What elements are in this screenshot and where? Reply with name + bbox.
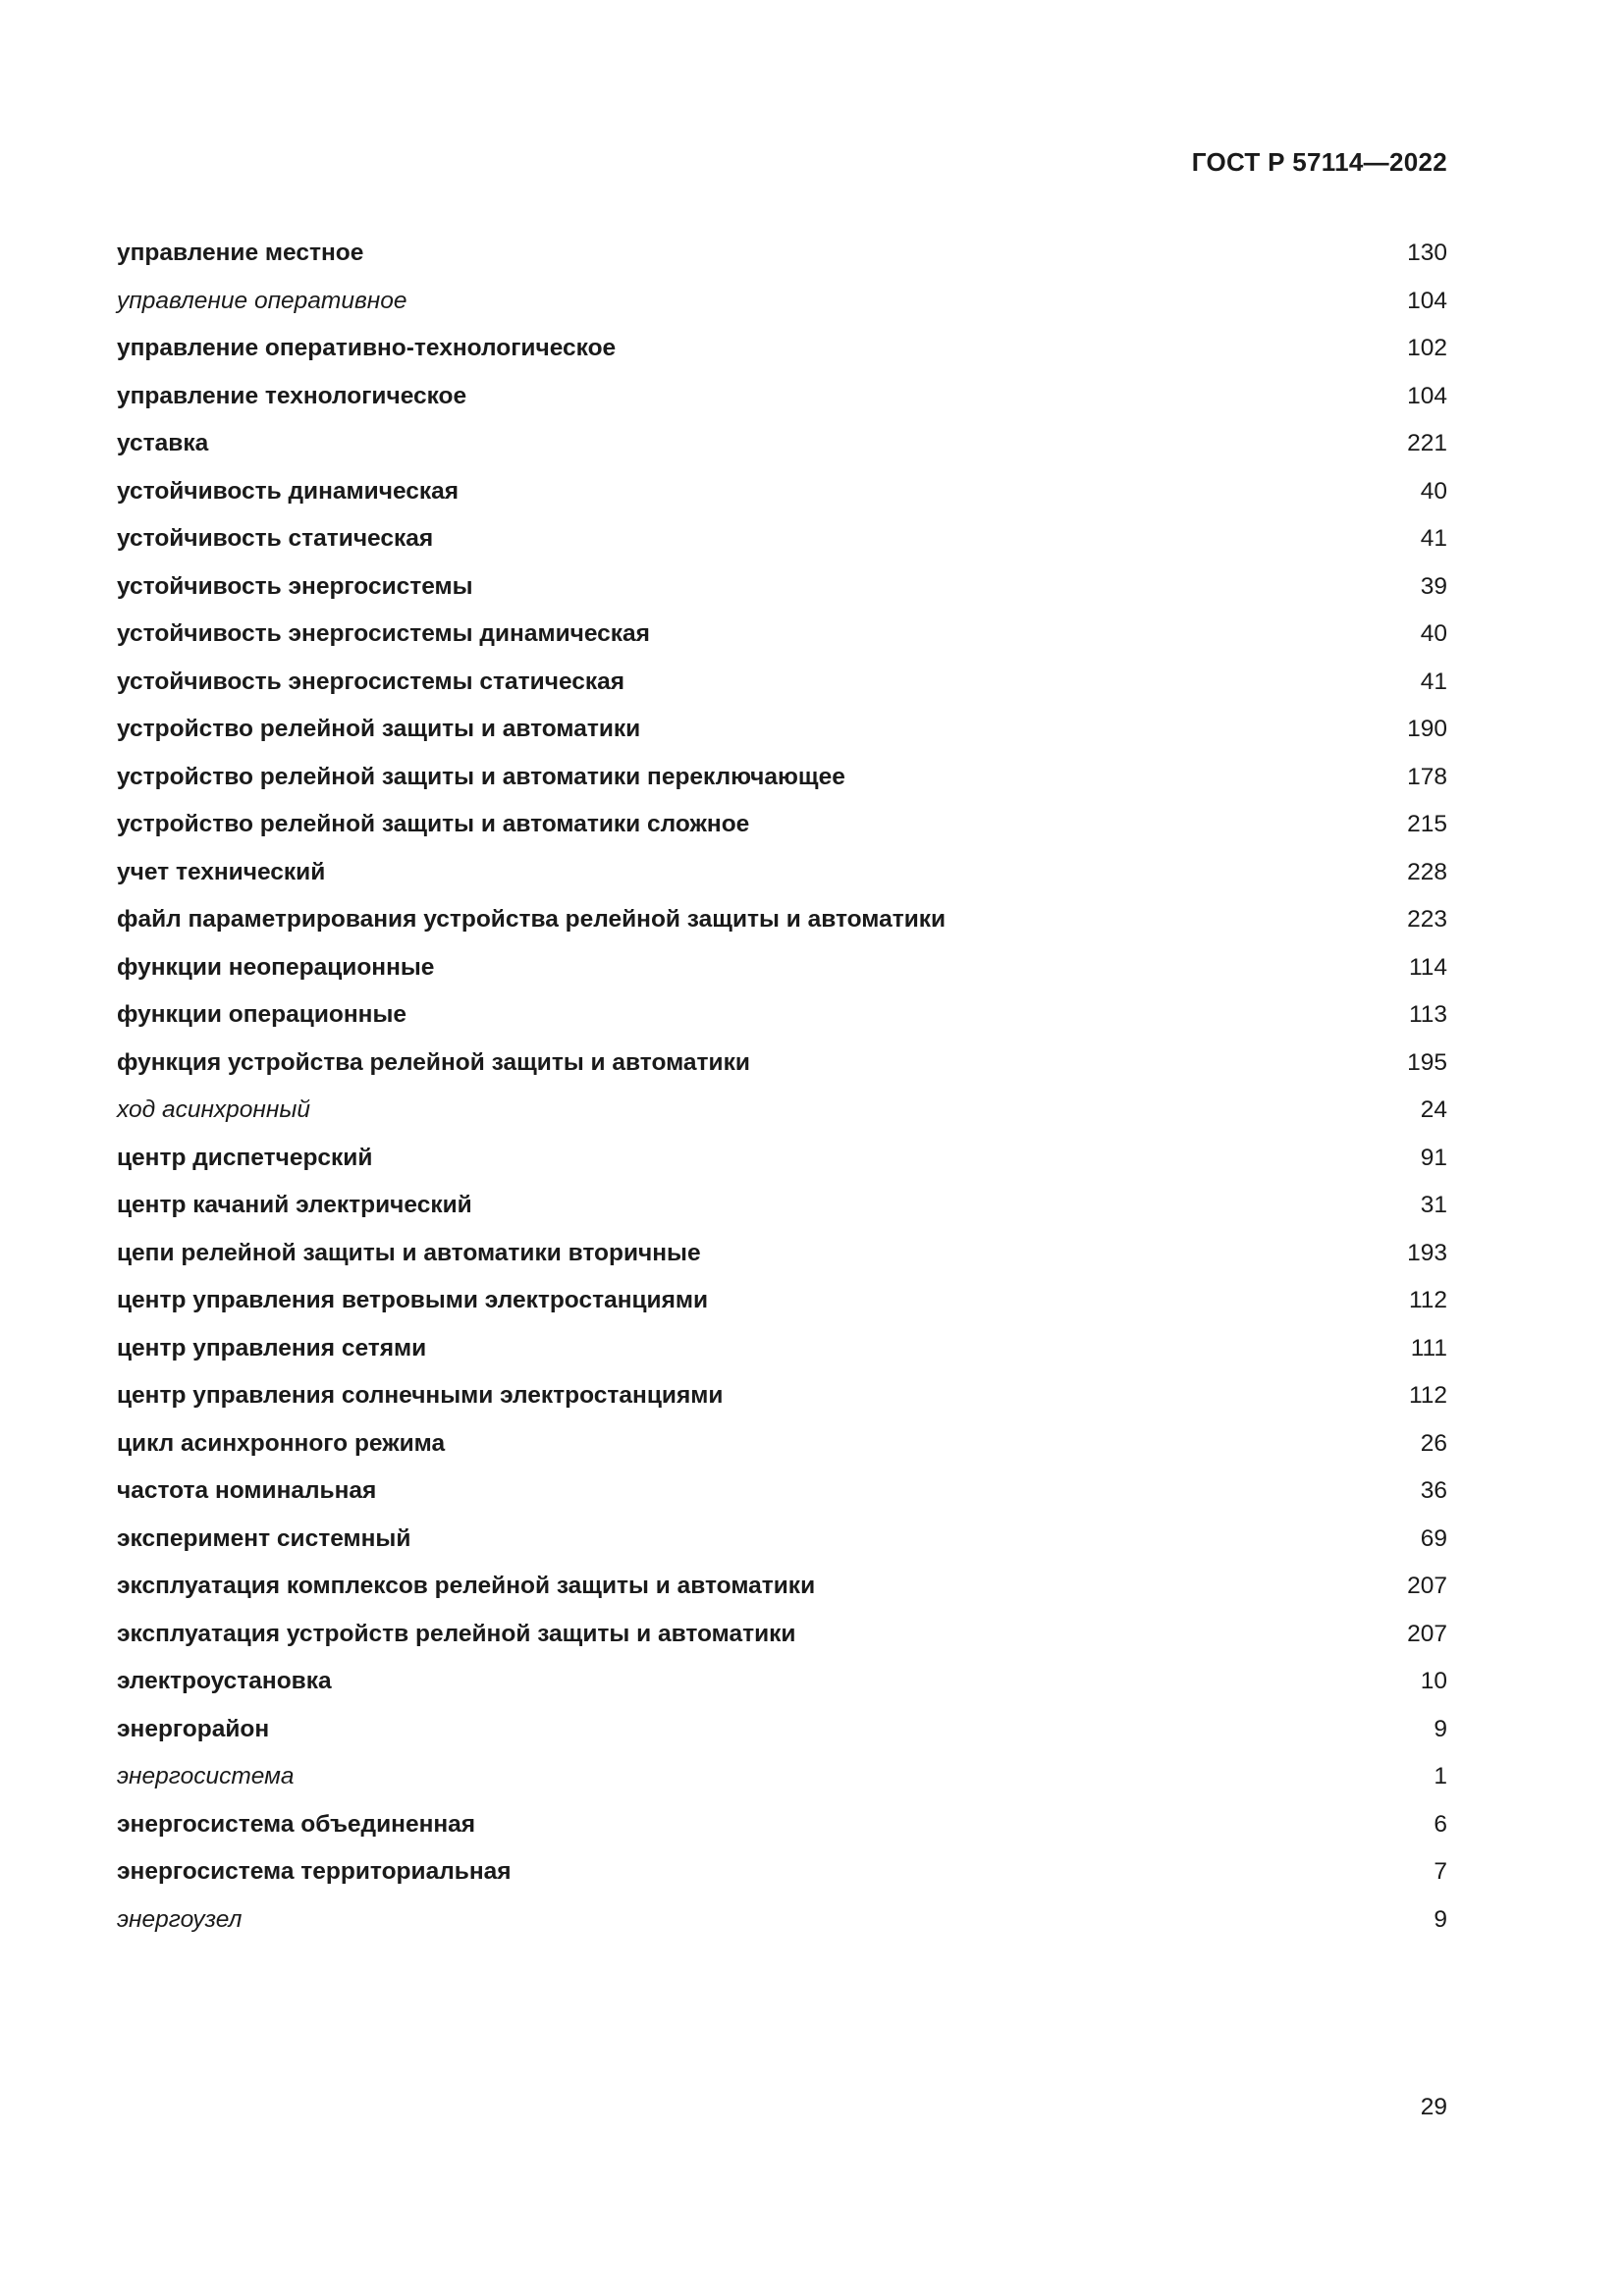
index-page-number: 223 (1407, 906, 1447, 933)
index-term: центр диспетчерский (117, 1144, 373, 1171)
index-page-number: 104 (1407, 382, 1447, 409)
index-entry (117, 811, 1447, 859)
index-term: центр управления ветровыми электростанциями (117, 1287, 709, 1313)
index-term: энергорайон (117, 1715, 270, 1742)
index-page-number: 9 (1434, 1715, 1447, 1742)
index-page-number: 40 (1420, 477, 1447, 505)
index-entry (117, 1668, 1447, 1716)
index-page-number: 41 (1420, 525, 1447, 552)
index-entry (117, 1192, 1447, 1240)
index-term: управление местное (117, 240, 364, 266)
index-term: частота номинальная (117, 1477, 377, 1504)
index-page-number: 207 (1407, 1620, 1447, 1647)
index-page-number: 69 (1420, 1524, 1447, 1552)
index-term: энергосистема (117, 1763, 295, 1789)
index-page-number: 9 (1434, 1905, 1447, 1933)
index-entry (117, 1049, 1447, 1097)
index-entry (117, 1477, 1447, 1525)
index-page-number: 102 (1407, 335, 1447, 361)
index-entry (117, 1906, 1447, 1954)
index-entry (117, 1335, 1447, 1383)
index-entry (117, 716, 1447, 764)
index-entry (117, 1811, 1447, 1859)
index-entry (117, 430, 1447, 478)
index-page-number: 228 (1407, 858, 1447, 885)
index-term: устойчивость энергосистемы статическая (117, 667, 625, 695)
index-entry (117, 1001, 1447, 1049)
index-term: устойчивость энергосистемы динамическая (117, 620, 650, 647)
index-page-number: 91 (1420, 1144, 1447, 1171)
index-term: функции неоперационные (117, 953, 435, 981)
index-page-number: 24 (1420, 1096, 1447, 1123)
index-term: эксперимент системный (117, 1524, 411, 1552)
index-page-number: 130 (1407, 240, 1447, 266)
index-entry (117, 1763, 1447, 1811)
index-entry (117, 478, 1447, 526)
index-page-number: 31 (1420, 1192, 1447, 1218)
index-term: эксплуатация комплексов релейной защиты и автоматики (117, 1573, 816, 1599)
index-page-number: 178 (1407, 763, 1447, 790)
index-page-number: 40 (1420, 620, 1447, 647)
index-page-number: 26 (1420, 1429, 1447, 1457)
index-entry (117, 1525, 1447, 1574)
index-term: устройство релейной защиты и автоматики переключающее (117, 763, 845, 790)
index-entry (117, 335, 1447, 383)
index-term: учет технический (117, 858, 326, 885)
index-page-number: 10 (1420, 1668, 1447, 1694)
index-entry (117, 620, 1447, 668)
index-term: функции операционные (117, 1001, 407, 1028)
index-term: энергоузел (117, 1905, 243, 1933)
page-number: 29 (1420, 2094, 1447, 2120)
index-page-number: 36 (1420, 1477, 1447, 1504)
index-entry (117, 764, 1447, 812)
index-term: эксплуатация устройств релейной защиты и автоматики (117, 1620, 796, 1647)
index-entry (117, 668, 1447, 717)
index-page-number: 39 (1420, 572, 1447, 600)
alphabetical-index (117, 240, 1447, 1953)
index-term: центр управления солнечными электростанциями (117, 1382, 724, 1409)
index-entry (117, 1287, 1447, 1335)
index-page-number: 6 (1434, 1810, 1447, 1838)
index-term: уставка (117, 430, 209, 456)
index-page-number: 190 (1407, 716, 1447, 742)
index-entry (117, 1430, 1447, 1478)
index-entry (117, 383, 1447, 431)
index-term: управление оперативное (117, 287, 407, 314)
index-entry (117, 859, 1447, 907)
index-page-number: 195 (1407, 1048, 1447, 1076)
index-page-number: 112 (1408, 1382, 1447, 1409)
index-entry (117, 1240, 1447, 1288)
index-page-number: 193 (1407, 1239, 1447, 1266)
index-term: файл параметрирования устройства релейной защиты и автоматики (117, 906, 947, 933)
index-page-number: 113 (1408, 1001, 1447, 1028)
index-page-number: 111 (1410, 1334, 1447, 1362)
index-term: устройство релейной защиты и автоматики (117, 716, 641, 742)
index-page-number: 112 (1408, 1287, 1447, 1313)
index-page-number: 215 (1407, 811, 1447, 837)
index-term: энергосистема объединенная (117, 1810, 476, 1838)
index-page-number: 104 (1407, 287, 1447, 314)
index-term: центр качаний электрический (117, 1192, 472, 1218)
index-term: центр управления сетями (117, 1334, 427, 1362)
index-entry (117, 1621, 1447, 1669)
index-term: цепи релейной защиты и автоматики вторичные (117, 1239, 701, 1266)
document-header: ГОСТ Р 57114—2022 (1191, 147, 1447, 177)
index-term: управление оперативно-технологическое (117, 335, 617, 361)
index-entry (117, 906, 1447, 954)
index-entry (117, 1096, 1447, 1145)
index-entry (117, 240, 1447, 288)
index-entry (117, 525, 1447, 573)
index-entry (117, 1382, 1447, 1430)
index-term: устройство релейной защиты и автоматики сложное (117, 811, 750, 837)
index-term: функция устройства релейной защиты и автоматики (117, 1048, 750, 1076)
index-page-number: 41 (1420, 667, 1447, 695)
index-term: электроустановка (117, 1668, 332, 1694)
index-term: цикл асинхронного режима (117, 1429, 446, 1457)
index-entry (117, 1573, 1447, 1621)
index-entry (117, 288, 1447, 336)
index-term: устойчивость энергосистемы (117, 572, 473, 600)
index-page-number: 1 (1434, 1763, 1447, 1789)
index-entry (117, 1858, 1447, 1906)
index-term: устойчивость статическая (117, 525, 434, 552)
index-page-number: 114 (1408, 953, 1447, 981)
index-term: энергосистема территориальная (117, 1858, 512, 1885)
index-entry (117, 1716, 1447, 1764)
index-page-number: 7 (1434, 1858, 1447, 1885)
index-entry (117, 1145, 1447, 1193)
index-entry (117, 954, 1447, 1002)
index-page-number: 207 (1407, 1573, 1447, 1599)
index-term: ход асинхронный (117, 1096, 311, 1123)
index-page-number: 221 (1407, 430, 1447, 456)
index-entry (117, 573, 1447, 621)
index-term: управление технологическое (117, 382, 467, 409)
index-term: устойчивость динамическая (117, 477, 460, 505)
